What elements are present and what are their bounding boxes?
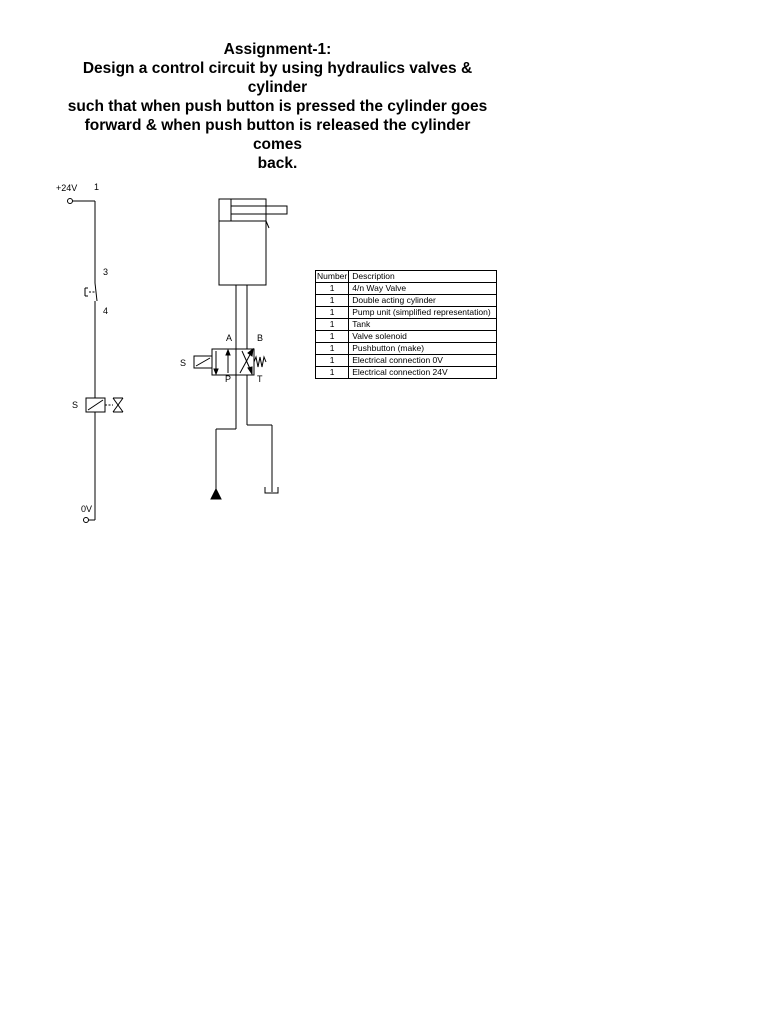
port-t-label: T <box>257 374 263 384</box>
cell-description: Electrical connection 0V <box>349 355 497 367</box>
ground-0v-terminal <box>84 518 89 523</box>
solenoid-indicator-icon <box>113 398 123 412</box>
table-row <box>316 367 497 379</box>
cell-number: 1 <box>316 367 349 379</box>
cell-description: Electrical connection 24V <box>349 367 497 379</box>
cell-number: 1 <box>316 343 349 355</box>
title-line-5: forward & when push button is released the cylinder comes <box>84 117 471 153</box>
table-row <box>316 295 497 307</box>
double-acting-cylinder <box>219 199 287 285</box>
column-header-description: Description <box>349 271 497 283</box>
pump-unit-icon <box>211 489 221 499</box>
table-row <box>316 355 497 367</box>
cell-description: 4/n Way Valve <box>349 283 497 295</box>
column-header-number: Number <box>317 271 348 281</box>
valve-solenoid-actuator <box>194 356 212 368</box>
cell-number: 1 <box>316 355 349 367</box>
title-line-3: cylinder <box>247 79 308 96</box>
node-3-label: 3 <box>103 267 109 277</box>
port-a-label: A <box>226 333 233 343</box>
valve-spring-icon <box>254 357 266 367</box>
port-p-label: P <box>225 374 232 384</box>
electrical-circuit <box>68 199 124 523</box>
solenoid-s-label: S <box>72 400 79 410</box>
port-b-label: B <box>257 333 264 343</box>
pushbutton-make <box>85 283 97 301</box>
node-1-label: 1 <box>94 182 100 192</box>
ground-0v-label: 0V <box>81 504 93 514</box>
cell-description: Pushbutton (make) <box>349 343 497 355</box>
cell-description: Double acting cylinder <box>349 295 497 307</box>
table-header-row <box>316 271 497 283</box>
parts-list-table <box>315 270 497 379</box>
cell-number: 1 <box>316 319 349 331</box>
hydraulic-circuit <box>194 199 287 499</box>
title-line-4: such that when push button is pressed the cylinder goes <box>67 98 488 115</box>
cell-number: 1 <box>316 331 349 343</box>
table-row <box>316 331 497 343</box>
table-row <box>316 283 497 295</box>
title-line-1: Assignment-1: <box>223 41 332 58</box>
title-line-6: back. <box>257 155 298 172</box>
node-4-label: 4 <box>103 306 109 316</box>
table-row <box>316 319 497 331</box>
supply-24v-label: +24V <box>56 183 78 193</box>
table-row <box>316 343 497 355</box>
title-line-2: Design a control circuit by using hydraulics valves & <box>82 60 473 77</box>
cell-number: 1 <box>316 283 349 295</box>
cell-number: 1 <box>316 307 349 319</box>
cell-description: Pump unit (simplified representation) <box>349 307 497 319</box>
cell-description: Tank <box>349 319 497 331</box>
cell-number: 1 <box>316 295 349 307</box>
valve-solenoid-s-label: S <box>180 358 187 368</box>
table-row <box>316 307 497 319</box>
cell-description: Valve solenoid <box>349 331 497 343</box>
four-way-valve <box>212 349 254 375</box>
supply-24v-terminal <box>68 199 73 204</box>
